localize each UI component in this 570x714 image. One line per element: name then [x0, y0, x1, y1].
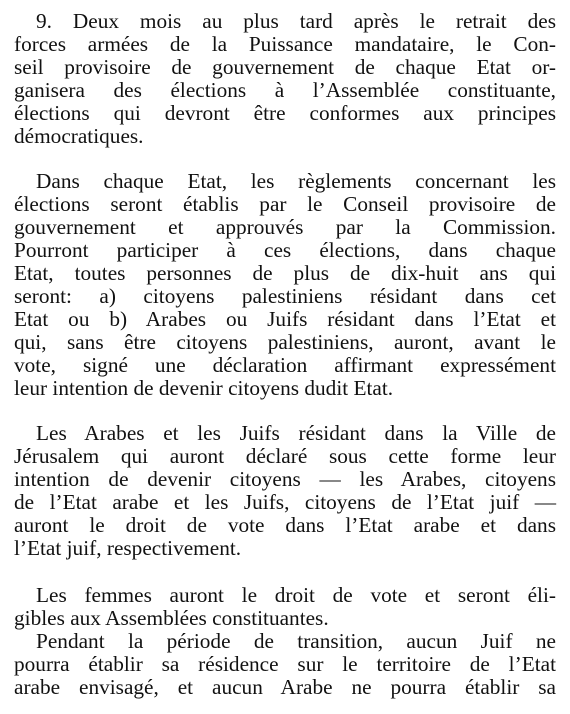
- text-line: démocratiques.: [14, 124, 144, 148]
- text-line: Pourront participer à ces élections, dans chaque: [14, 238, 556, 262]
- text-line: Les Arabes et les Juifs résidant dans la Ville de: [36, 421, 556, 445]
- text-line: Etat ou b) Arabes ou Juifs résidant dans l’Etat et: [14, 307, 556, 331]
- paragraph-jerusalem-residents: [14, 422, 556, 560]
- text-line: élections qui devront être conformes aux principes: [14, 101, 556, 125]
- text-line: pourra établir sa résidence sur le territoire de l’Etat: [14, 652, 556, 676]
- text-line: arabe envisagé, et aucun Arabe ne pourra établir sa: [14, 675, 556, 699]
- text-line: Les femmes auront le droit de vote et seront éli-: [36, 583, 556, 607]
- text-line: gouvernement et approuvés par la Commission.: [14, 215, 556, 239]
- text-line: gibles aux Assemblées constituantes.: [14, 606, 329, 630]
- text-line: vote, signé une déclaration affirmant expressément: [14, 353, 556, 377]
- paragraph-women-voting: [14, 584, 556, 630]
- text-line: l’Etat juif, respectivement.: [14, 536, 242, 560]
- paragraph-article-9: [14, 10, 556, 148]
- text-line: Pendant la période de transition, aucun Juif ne: [36, 629, 556, 653]
- paragraph-transition-period: [14, 630, 556, 699]
- text-line: Etat, toutes personnes de plus de dix-huit ans qui: [14, 261, 556, 285]
- text-line: auront le droit de vote dans l’Etat arabe et dans: [14, 513, 556, 537]
- text-line: ganisera des élections à l’Assemblée constituante,: [14, 78, 556, 102]
- text-line: Dans chaque Etat, les règlements concernant les: [36, 169, 556, 193]
- text-line: Jérusalem qui auront déclaré sous cette forme leur: [14, 444, 556, 468]
- text-line: élections seront établis par le Conseil provisoire de: [14, 192, 556, 216]
- paragraph-electoral-rules: [14, 170, 556, 400]
- text-line: 9. Deux mois au plus tard après le retrait des: [36, 9, 556, 33]
- text-line: intention de devenir citoyens — les Arabes, citoyens: [14, 467, 556, 491]
- text-line: seil provisoire de gouvernement de chaque Etat or-: [14, 55, 556, 79]
- text-line: de l’Etat arabe et les Juifs, citoyens de l’Etat juif —: [14, 490, 556, 514]
- text-line: forces armées de la Puissance mandataire, le Con-: [14, 32, 556, 56]
- text-line: qui, sans être citoyens palestiniens, auront, avant le: [14, 330, 556, 354]
- text-line: seront: a) citoyens palestiniens résidant dans cet: [14, 284, 556, 308]
- text-line: leur intention de devenir citoyens dudit Etat.: [14, 376, 394, 400]
